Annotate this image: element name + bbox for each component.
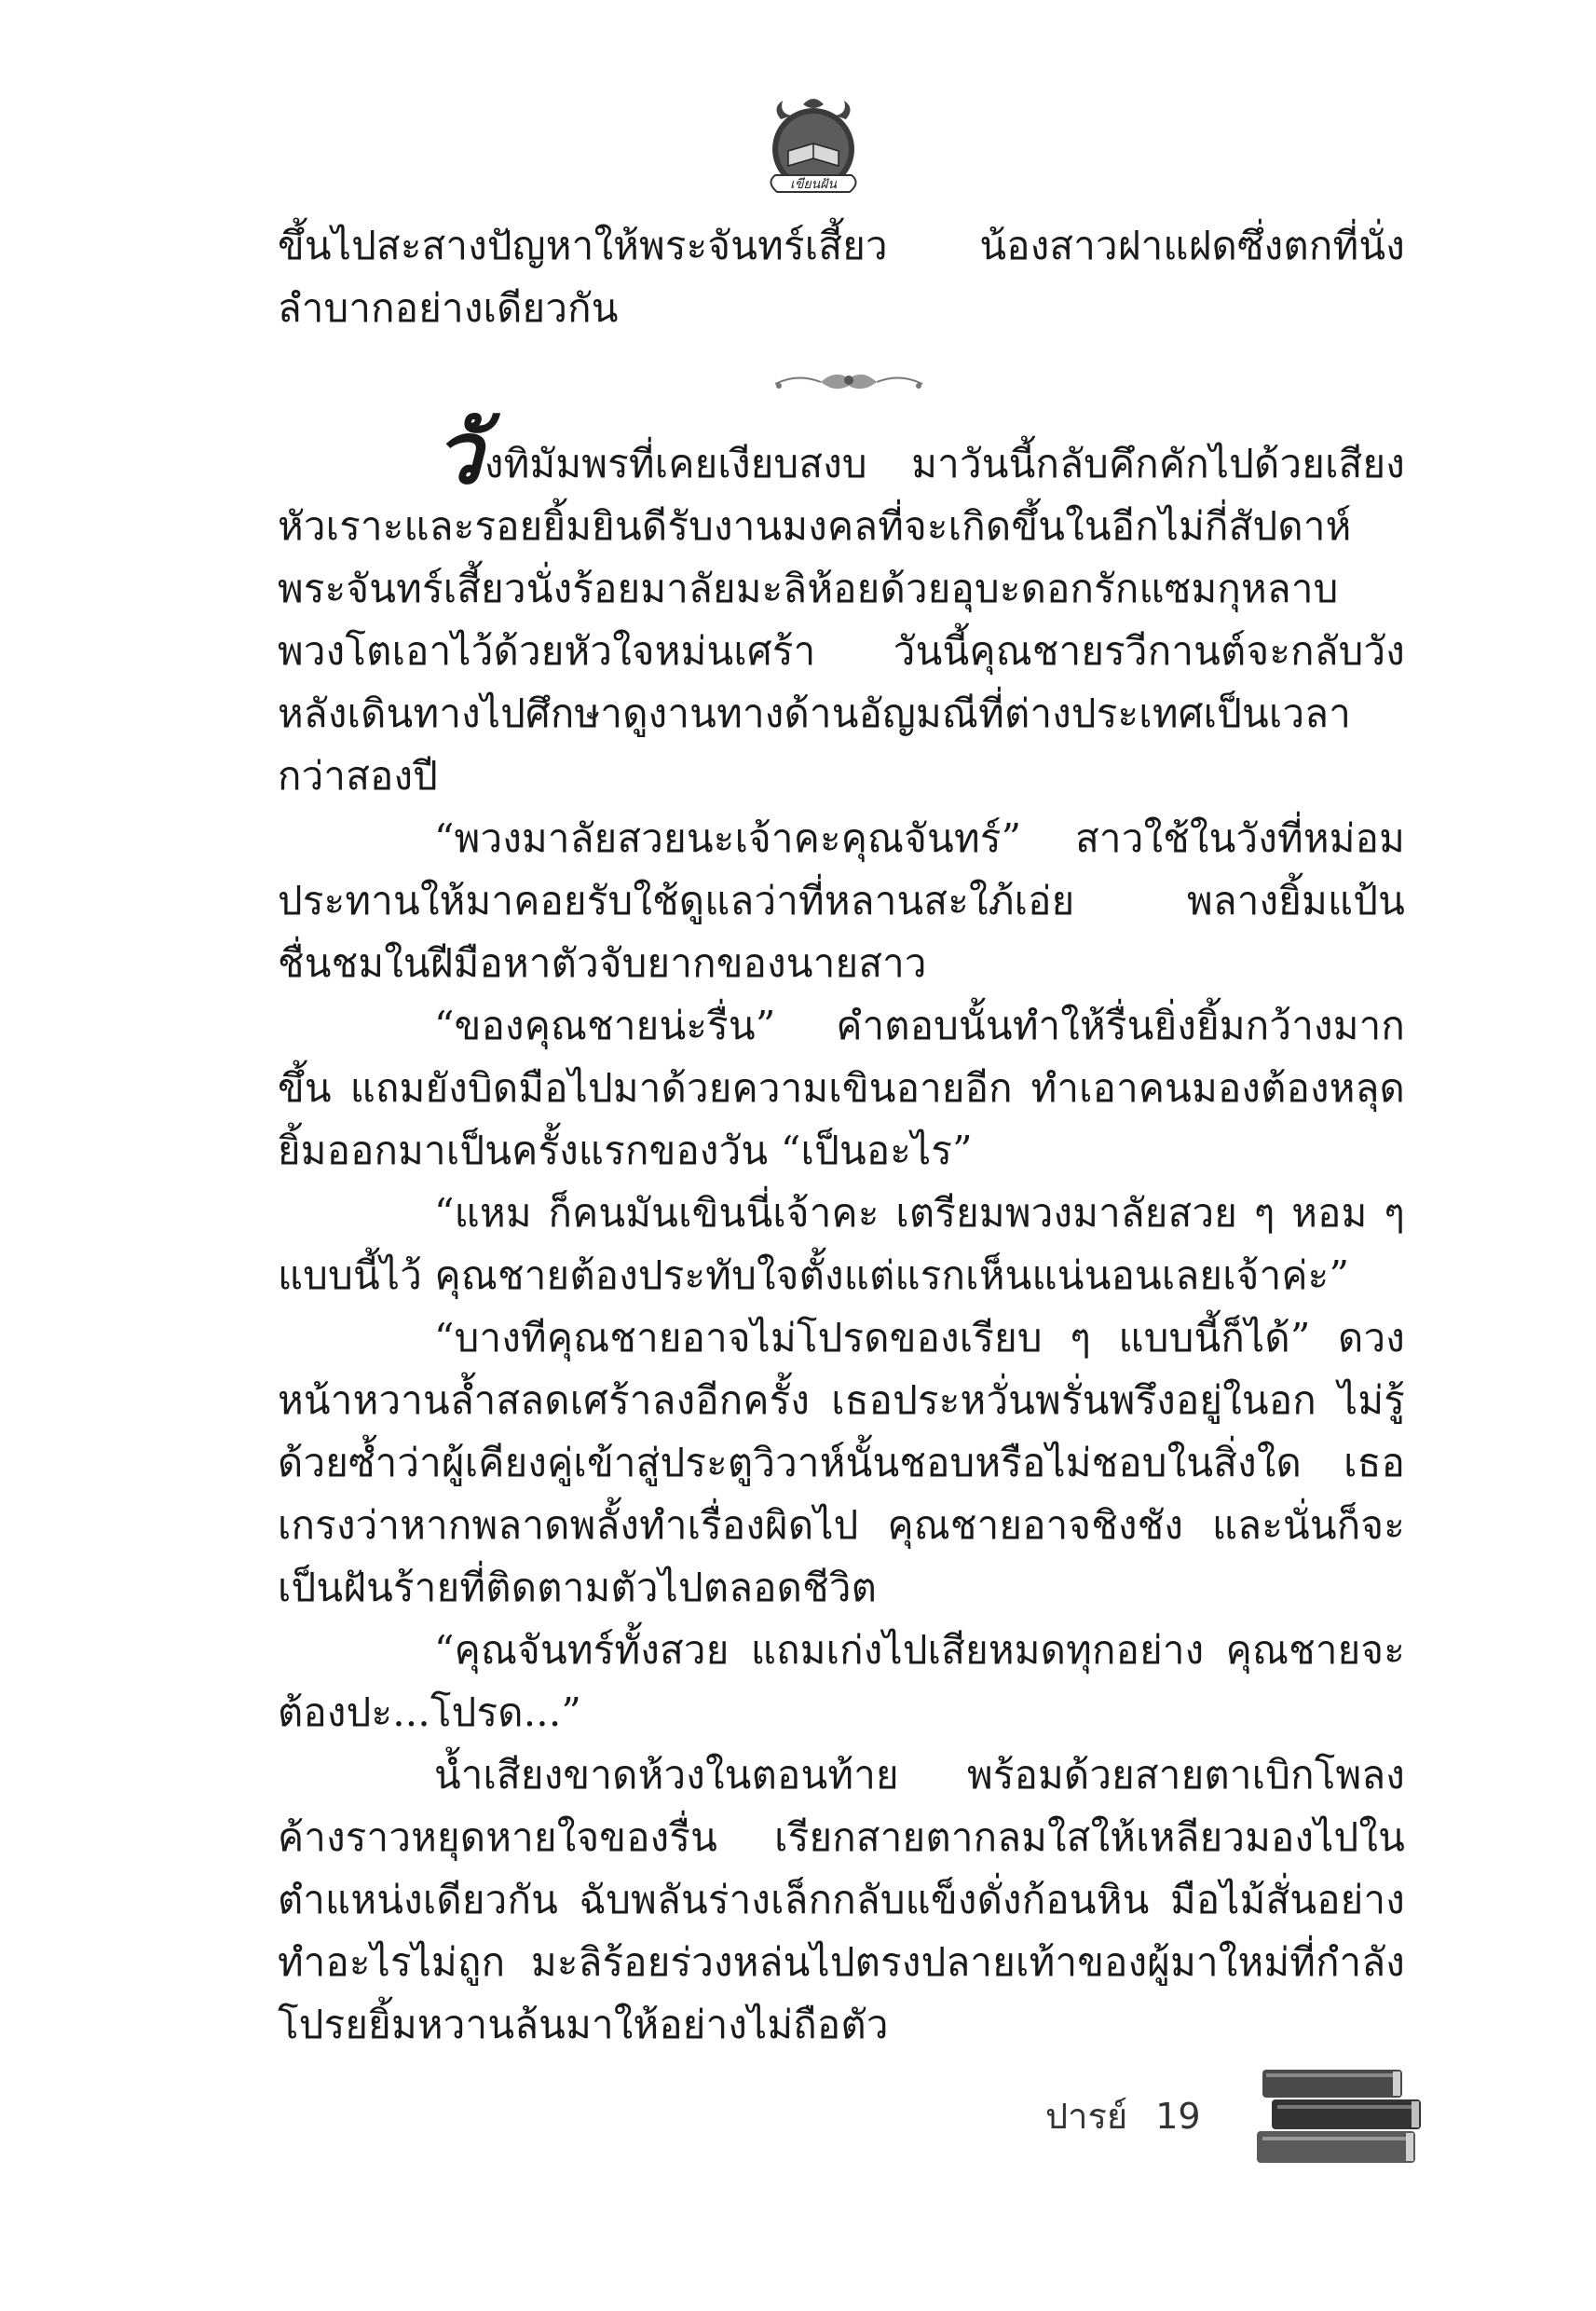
paragraph: “บางทีคุณชายอาจไม่โปรดของเรียบ ๆ แบบนี้ก็ได้” ดวงหน้าหวานล้ำสลดเศร้าลงอีกครั้ง เธอประหวั่นพรั่นพรึงอยู่ในอก ไม่รู้ด้วยซ้ำว่าผู้เคียงคู่เข้าสู่ประตูวิวาห์นั้นชอบหรือไม่ชอบในสิ่งใด เธอเกรงว่าหากพลาดพลั้งทำเรื่องผิดไป คุณชายอาจชิงชัง และนั่นก็จะเป็นฝันร้ายที่ติดตามตัวไปตลอดชีวิต [278,1315,1405,1610]
page-content [278,214,1405,2056]
paragraph: “คุณจันทร์ทั้งสวย แถมเก่งไปเสียหมดทุกอย่าง คุณชายจะต้องปะ...โปรด...” [278,1627,1405,1735]
paragraph: ขึ้นไปสะสางปัญหาให้พระจันทร์เสี้ยว น้องสาวฝาแฝดซึ่งตกที่นั่งลำบากอย่างเดียวกัน [278,223,1405,331]
first-paragraph [278,403,1405,807]
first-paragraph-text: งทิมัมพรที่เคยเงียบสงบ มาวันนี้กลับคึกคักไปด้วยเสียงหัวเราะและรอยยิ้มยินดีรับงานมงคลที่จะเกิดขึ้นในอีกไม่กี่สัปดาห์ พระจันทร์เสี้ยวนั่งร้อยมาลัยมะลิห้อยด้วยอุบะดอกรักแซมกุหลาบพวงโตเอาไว้ด้วยหัวใจหม่นเศร้า วันนี้คุณชายรวีกานต์จะกลับวัง หลังเดินทางไปศึกษาดูงานทางด้านอัญมณีที่ต่างประเทศเป็นเวลากว่าสองปี [278,441,1405,799]
paragraph: “พวงมาลัยสวยนะเจ้าคะคุณจันทร์” สาวใช้ในวังที่หม่อมประทานให้มาคอยรับใช้ดูแลว่าที่หลานสะใภ้เอ่ย พลางยิ้มแป้นชื่นชมในฝีมือหาตัวจับยากของนายสาว [278,815,1405,986]
page-footer [1045,2087,1201,2144]
book-title-label: ปารย์ [1045,2096,1128,2137]
stacked-books-icon [1253,2064,1430,2167]
paragraph: น้ำเสียงขาดห้วงในตอนท้าย พร้อมด้วยสายตาเบิกโพลงค้างราวหยุดหายใจของรื่น เรียกสายตากลมใสให้เหลียวมองไปในตำแหน่งเดียวกัน ฉับพลันร่างเล็กกลับแข็งดั่งก้อนหิน มือไม้สั่นอย่างทำอะไรไม่ถูก มะลิร้อยร่วงหล่นไปตรงปลายเท้าของผู้มาใหม่ที่กำลังโปรยยิ้มหวานล้นมาให้อย่างไม่ถือตัว [278,1752,1405,2047]
paragraph: “ของคุณชายน่ะรื่น” คำตอบนั้นทำให้รื่นยิ่งยิ้มกว้างมากขึ้น แถมยังบิดมือไปมาด้วยความเขินอายอีก ทำเอาคนมองต้องหลุดยิ้มออกมาเป็นครั้งแรกของวัน “เป็นอะไร” [278,1003,1405,1173]
logo-text: เขียนฝัน [790,177,837,192]
page-number: 19 [1155,2096,1201,2137]
paragraph: “แหม ก็คนมันเขินนี่เจ้าคะ เตรียมพวงมาลัยสวย ๆ หอม ๆ แบบนี้ไว้ คุณชายต้องประทับใจตั้งแต่แรกเห็นแน่นอนเลยเจ้าค่ะ” [278,1190,1405,1298]
ornament-divider-icon [770,365,928,397]
drop-cap: วั [434,403,483,503]
book-emblem-icon [760,91,866,201]
